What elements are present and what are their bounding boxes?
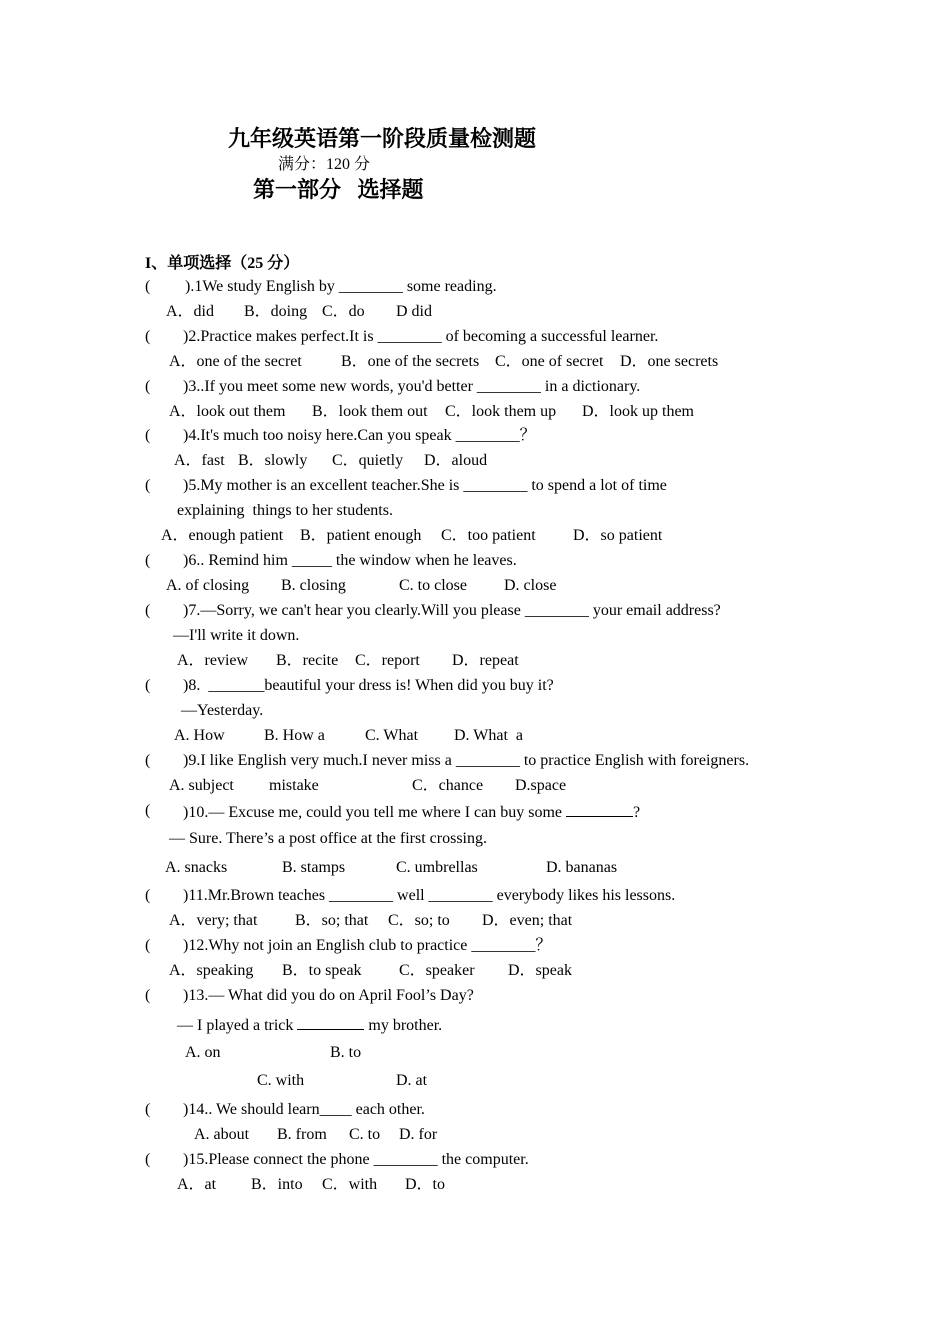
question-stem: )9.I like English very much.I never miss a ________ to practice English with foreigners. [183, 752, 750, 769]
option: D．even; that [482, 912, 573, 929]
option: B. from [277, 1126, 327, 1143]
option: C．report [355, 652, 420, 669]
answer-paren: ( [145, 937, 151, 954]
option: D．aloud [424, 452, 488, 469]
answer-paren: ( [145, 1101, 151, 1118]
option: D. bananas [546, 859, 618, 876]
option: A．enough patient [161, 527, 284, 544]
option: D．speak [508, 962, 572, 979]
option: A．one of the secret [169, 353, 302, 370]
question-continuation [177, 1014, 442, 1036]
option: C. to [349, 1126, 381, 1143]
answer-paren: ( [145, 328, 151, 345]
option: D. for [399, 1126, 438, 1143]
question-stem [183, 801, 640, 823]
option: A. snacks [165, 859, 228, 876]
option: A．look out them [169, 403, 286, 420]
question-continuation: —I'll write it down. [173, 627, 300, 644]
option: C. to close [399, 577, 467, 594]
option: B. stamps [282, 859, 346, 876]
option: A. on [185, 1044, 221, 1061]
question-stem: )5.My mother is an excellent teacher.She is ________ to spend a lot of time [183, 477, 667, 494]
option: D．one secrets [620, 353, 719, 370]
stem-text: ? [633, 804, 641, 821]
option: B．patient enough [300, 527, 422, 544]
page-title: 九年级英语第一阶段质量检测题 [228, 126, 537, 151]
answer-paren: ( [145, 427, 151, 444]
option: A．speaking [169, 962, 254, 979]
answer-paren: ( [145, 987, 151, 1004]
option: B. How a [264, 727, 325, 744]
option: C．speaker [399, 962, 475, 979]
option: B．so; that [295, 912, 369, 929]
full-score: 满分：120 分 [278, 156, 371, 173]
answer-paren: ( [145, 378, 151, 395]
answer-paren: ( [145, 552, 151, 569]
option: D did [396, 303, 432, 320]
option: B．look them out [312, 403, 428, 420]
answer-paren: ( [145, 752, 151, 769]
option: C. What [365, 727, 419, 744]
option: A．did [166, 303, 215, 320]
answer-paren: ( [145, 887, 151, 904]
option: C. umbrellas [396, 859, 478, 876]
option: C．one of secret [495, 353, 604, 370]
option: C．so; to [388, 912, 450, 929]
option: B．doing [244, 303, 308, 320]
option: B. closing [281, 577, 346, 594]
answer-paren: ( [145, 802, 151, 819]
question-stem: )12.Why not join an English club to practice ________？ [183, 937, 552, 954]
question-stem: )14.. We should learn____ each other. [183, 1101, 425, 1118]
option: mistake [269, 777, 319, 794]
option: A．review [177, 652, 249, 669]
answer-blank [566, 801, 633, 817]
question-continuation: explaining things to her students. [177, 502, 393, 519]
option: C．too patient [441, 527, 536, 544]
option: C．do [322, 303, 365, 320]
question-stem: )11.Mr.Brown teaches ________ well ________ everybody likes his lessons. [183, 887, 676, 904]
stem-text: — I played a trick [177, 1017, 298, 1034]
question-continuation: — Sure. There’s a post office at the first crossing. [169, 830, 487, 847]
question-stem: )6.. Remind him _____ the window when he leaves. [183, 552, 517, 569]
option: C．with [322, 1176, 378, 1193]
option: B. to [330, 1044, 362, 1061]
question-stem: ).1We study English by ________ some reading. [185, 278, 497, 295]
option: A. subject [169, 777, 234, 794]
question-stem: )3..If you meet some new words, you'd better ________ in a dictionary. [183, 378, 641, 395]
option: B．into [251, 1176, 303, 1193]
option: D．look up them [582, 403, 694, 420]
option: A. of closing [166, 577, 250, 594]
option: A. How [174, 727, 225, 744]
option: A．at [177, 1176, 217, 1193]
option: C．chance [412, 777, 484, 794]
option: B．recite [276, 652, 339, 669]
answer-paren: ( [145, 602, 151, 619]
option: D.space [515, 777, 567, 794]
question-continuation: —Yesterday. [181, 702, 264, 719]
question-stem: )4.It's much too noisy here.Can you speak ________？ [183, 427, 536, 444]
option: A．very; that [169, 912, 258, 929]
option: D．so patient [573, 527, 663, 544]
option: B．to speak [282, 962, 362, 979]
option: A. about [194, 1126, 250, 1143]
question-stem: )15.Please connect the phone ________ the computer. [183, 1151, 529, 1168]
question-stem: )2.Practice makes perfect.It is ________ of becoming a successful learner. [183, 328, 659, 345]
answer-paren: ( [145, 677, 151, 694]
option: B．slowly [238, 452, 308, 469]
answer-paren: ( [145, 278, 151, 295]
option: A．fast [174, 452, 225, 469]
option: B．one of the secrets [341, 353, 480, 370]
section-heading: I、单项选择（25 分） [145, 255, 300, 272]
answer-paren: ( [145, 1151, 151, 1168]
option: D. at [396, 1072, 428, 1089]
option: D. close [504, 577, 557, 594]
stem-text: my brother. [364, 1017, 443, 1034]
part-heading: 第一部分 选择题 [253, 177, 424, 202]
option: C．look them up [445, 403, 557, 420]
option: D．repeat [452, 652, 519, 669]
question-stem: )8. _______beautiful your dress is! When did you buy it? [183, 677, 554, 694]
option: D．to [405, 1176, 446, 1193]
option: C．quietly [332, 452, 404, 469]
question-stem: )7.—Sorry, we can't hear you clearly.Will you please ________ your email address? [183, 602, 721, 619]
question-stem: )13.— What did you do on April Fool’s Day? [183, 987, 474, 1004]
option: D. What a [454, 727, 524, 744]
answer-blank [297, 1014, 364, 1030]
option: C. with [257, 1072, 305, 1089]
stem-text: )10.— Excuse me, could you tell me where I can buy some [183, 804, 566, 821]
answer-paren: ( [145, 477, 151, 494]
